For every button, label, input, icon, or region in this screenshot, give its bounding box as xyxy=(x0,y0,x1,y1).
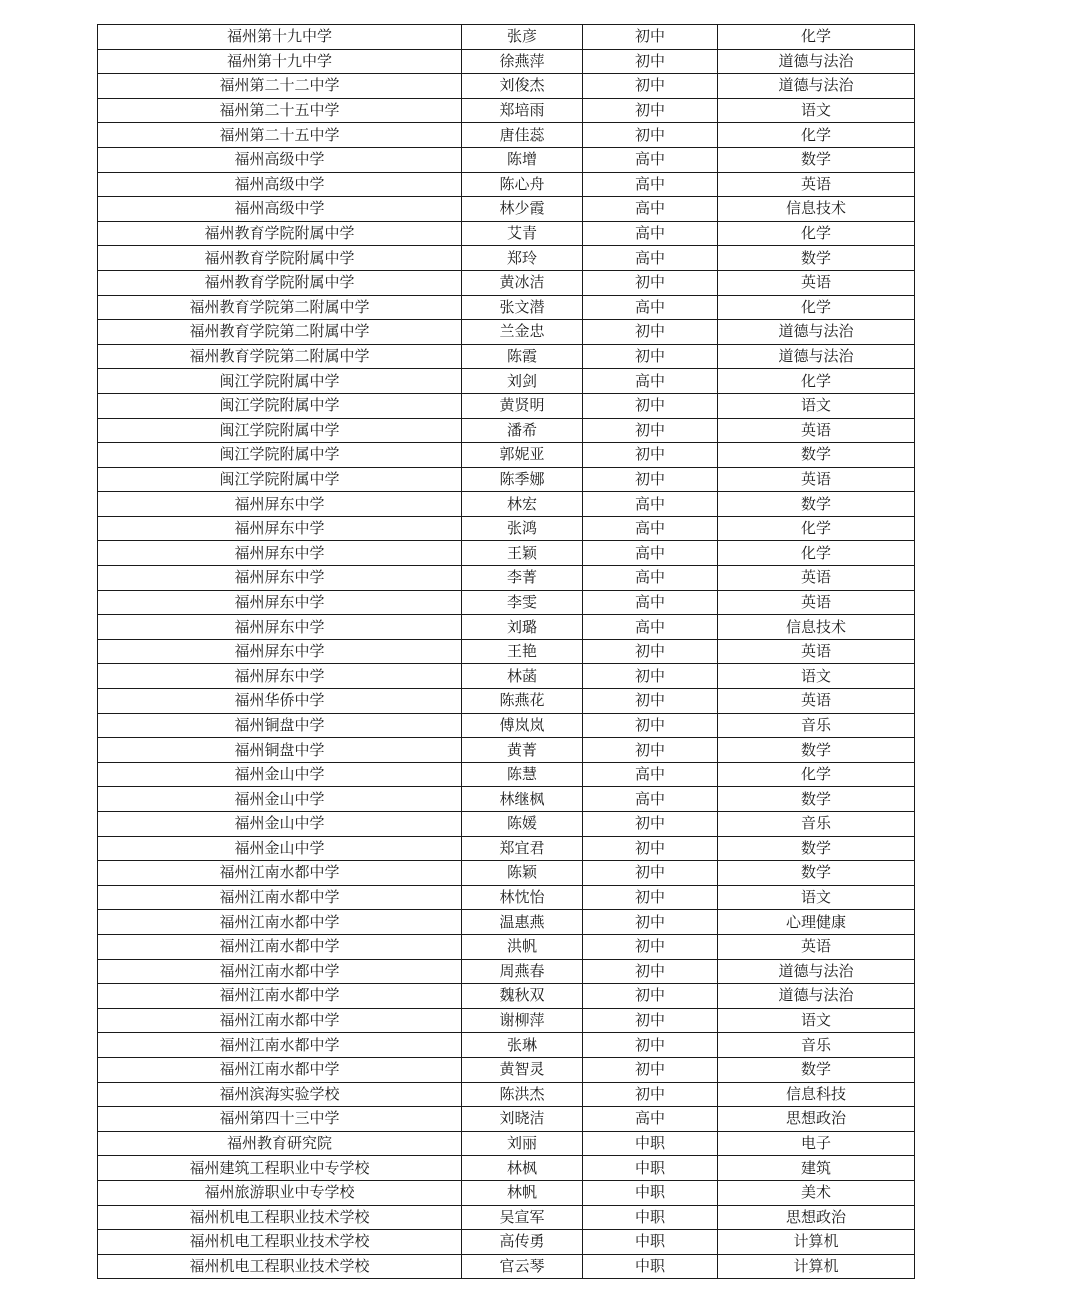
school-cell: 福州金山中学 xyxy=(98,762,462,787)
school-cell: 福州教育学院附属中学 xyxy=(98,246,462,271)
school-level-cell: 初中 xyxy=(583,98,718,123)
subject-cell: 思想政治 xyxy=(718,1107,915,1132)
teacher-list-table xyxy=(97,24,915,1279)
subject-cell: 语文 xyxy=(718,664,915,689)
school-level-cell: 初中 xyxy=(583,713,718,738)
teacher-name-cell: 傅岚岚 xyxy=(462,713,583,738)
school-cell: 闽江学院附属中学 xyxy=(98,393,462,418)
teacher-list-body xyxy=(98,25,915,1279)
teacher-name-cell: 林宏 xyxy=(462,492,583,517)
subject-cell: 语文 xyxy=(718,885,915,910)
school-level-cell: 中职 xyxy=(583,1156,718,1181)
teacher-name-cell: 刘璐 xyxy=(462,615,583,640)
school-cell: 福州教育学院附属中学 xyxy=(98,221,462,246)
school-level-cell: 初中 xyxy=(583,320,718,345)
subject-cell: 英语 xyxy=(718,566,915,591)
school-cell: 福州第二十二中学 xyxy=(98,74,462,99)
subject-cell: 数学 xyxy=(718,443,915,468)
school-cell: 福州高级中学 xyxy=(98,172,462,197)
table-row xyxy=(98,615,915,640)
subject-cell: 语文 xyxy=(718,393,915,418)
subject-cell: 化学 xyxy=(718,516,915,541)
subject-cell: 英语 xyxy=(718,590,915,615)
school-cell: 福州江南水都中学 xyxy=(98,959,462,984)
table-row xyxy=(98,516,915,541)
teacher-name-cell: 洪帆 xyxy=(462,934,583,959)
school-cell: 福州第四十三中学 xyxy=(98,1107,462,1132)
school-level-cell: 高中 xyxy=(583,590,718,615)
school-cell: 福州屏东中学 xyxy=(98,516,462,541)
school-cell: 福州江南水都中学 xyxy=(98,861,462,886)
teacher-name-cell: 林菡 xyxy=(462,664,583,689)
subject-cell: 数学 xyxy=(718,738,915,763)
table-row xyxy=(98,492,915,517)
teacher-name-cell: 刘剑 xyxy=(462,369,583,394)
table-row xyxy=(98,1230,915,1255)
teacher-name-cell: 高传勇 xyxy=(462,1230,583,1255)
school-level-cell: 中职 xyxy=(583,1131,718,1156)
teacher-name-cell: 黄冰洁 xyxy=(462,270,583,295)
teacher-name-cell: 林忱怡 xyxy=(462,885,583,910)
table-row xyxy=(98,344,915,369)
subject-cell: 音乐 xyxy=(718,713,915,738)
subject-cell: 道德与法治 xyxy=(718,49,915,74)
subject-cell: 数学 xyxy=(718,787,915,812)
school-cell: 福州第二十五中学 xyxy=(98,98,462,123)
school-cell: 福州江南水都中学 xyxy=(98,1057,462,1082)
school-level-cell: 高中 xyxy=(583,566,718,591)
table-row xyxy=(98,934,915,959)
subject-cell: 道德与法治 xyxy=(718,959,915,984)
school-cell: 福州江南水都中学 xyxy=(98,1033,462,1058)
teacher-name-cell: 李雯 xyxy=(462,590,583,615)
table-row xyxy=(98,541,915,566)
school-cell: 福州屏东中学 xyxy=(98,615,462,640)
school-cell: 福州金山中学 xyxy=(98,787,462,812)
school-level-cell: 初中 xyxy=(583,1057,718,1082)
school-cell: 福州屏东中学 xyxy=(98,590,462,615)
school-cell: 闽江学院附属中学 xyxy=(98,467,462,492)
table-row xyxy=(98,738,915,763)
teacher-name-cell: 林继枫 xyxy=(462,787,583,812)
table-row xyxy=(98,443,915,468)
subject-cell: 道德与法治 xyxy=(718,320,915,345)
school-level-cell: 初中 xyxy=(583,639,718,664)
teacher-name-cell: 李菁 xyxy=(462,566,583,591)
subject-cell: 英语 xyxy=(718,639,915,664)
school-cell: 福州第二十五中学 xyxy=(98,123,462,148)
table-row xyxy=(98,147,915,172)
teacher-name-cell: 艾青 xyxy=(462,221,583,246)
table-row xyxy=(98,246,915,271)
school-level-cell: 高中 xyxy=(583,787,718,812)
school-cell: 福州金山中学 xyxy=(98,836,462,861)
table-row xyxy=(98,689,915,714)
subject-cell: 数学 xyxy=(718,492,915,517)
school-cell: 福州机电工程职业技术学校 xyxy=(98,1205,462,1230)
school-level-cell: 初中 xyxy=(583,393,718,418)
subject-cell: 电子 xyxy=(718,1131,915,1156)
table-row xyxy=(98,787,915,812)
teacher-name-cell: 徐燕萍 xyxy=(462,49,583,74)
school-level-cell: 初中 xyxy=(583,959,718,984)
table-row xyxy=(98,1008,915,1033)
school-level-cell: 初中 xyxy=(583,467,718,492)
school-level-cell: 高中 xyxy=(583,295,718,320)
teacher-name-cell: 郑玲 xyxy=(462,246,583,271)
subject-cell: 数学 xyxy=(718,246,915,271)
school-cell: 福州屏东中学 xyxy=(98,541,462,566)
school-level-cell: 高中 xyxy=(583,197,718,222)
teacher-name-cell: 陈颖 xyxy=(462,861,583,886)
subject-cell: 建筑 xyxy=(718,1156,915,1181)
table-row xyxy=(98,1205,915,1230)
table-row xyxy=(98,984,915,1009)
school-level-cell: 初中 xyxy=(583,418,718,443)
subject-cell: 计算机 xyxy=(718,1254,915,1279)
table-row xyxy=(98,836,915,861)
teacher-name-cell: 陈心舟 xyxy=(462,172,583,197)
table-row xyxy=(98,270,915,295)
table-row xyxy=(98,98,915,123)
table-row xyxy=(98,197,915,222)
table-row xyxy=(98,664,915,689)
teacher-name-cell: 温惠燕 xyxy=(462,910,583,935)
teacher-name-cell: 吴宣军 xyxy=(462,1205,583,1230)
table-row xyxy=(98,566,915,591)
subject-cell: 英语 xyxy=(718,418,915,443)
teacher-name-cell: 陈媛 xyxy=(462,812,583,837)
school-cell: 福州教育学院第二附属中学 xyxy=(98,295,462,320)
subject-cell: 数学 xyxy=(718,147,915,172)
school-level-cell: 初中 xyxy=(583,812,718,837)
table-row xyxy=(98,762,915,787)
teacher-name-cell: 陈霞 xyxy=(462,344,583,369)
subject-cell: 数学 xyxy=(718,836,915,861)
school-cell: 福州机电工程职业技术学校 xyxy=(98,1230,462,1255)
subject-cell: 英语 xyxy=(718,934,915,959)
subject-cell: 化学 xyxy=(718,762,915,787)
table-row xyxy=(98,885,915,910)
table-row xyxy=(98,418,915,443)
teacher-name-cell: 郭妮亚 xyxy=(462,443,583,468)
school-level-cell: 初中 xyxy=(583,861,718,886)
school-cell: 福州江南水都中学 xyxy=(98,984,462,1009)
subject-cell: 化学 xyxy=(718,221,915,246)
table-row xyxy=(98,861,915,886)
school-level-cell: 初中 xyxy=(583,910,718,935)
school-level-cell: 初中 xyxy=(583,1082,718,1107)
table-row xyxy=(98,1131,915,1156)
table-row xyxy=(98,1107,915,1132)
subject-cell: 语文 xyxy=(718,98,915,123)
school-level-cell: 初中 xyxy=(583,25,718,50)
school-level-cell: 初中 xyxy=(583,344,718,369)
teacher-name-cell: 谢柳萍 xyxy=(462,1008,583,1033)
school-cell: 福州第十九中学 xyxy=(98,49,462,74)
teacher-name-cell: 郑宜君 xyxy=(462,836,583,861)
subject-cell: 音乐 xyxy=(718,812,915,837)
subject-cell: 英语 xyxy=(718,689,915,714)
school-cell: 福州屏东中学 xyxy=(98,566,462,591)
teacher-name-cell: 刘俊杰 xyxy=(462,74,583,99)
teacher-name-cell: 张鸿 xyxy=(462,516,583,541)
school-level-cell: 高中 xyxy=(583,221,718,246)
subject-cell: 语文 xyxy=(718,1008,915,1033)
subject-cell: 道德与法治 xyxy=(718,344,915,369)
table-row xyxy=(98,639,915,664)
school-cell: 福州机电工程职业技术学校 xyxy=(98,1254,462,1279)
school-cell: 福州滨海实验学校 xyxy=(98,1082,462,1107)
table-row xyxy=(98,910,915,935)
school-level-cell: 高中 xyxy=(583,147,718,172)
school-level-cell: 初中 xyxy=(583,664,718,689)
teacher-name-cell: 陈增 xyxy=(462,147,583,172)
table-row xyxy=(98,49,915,74)
teacher-name-cell: 唐佳蕊 xyxy=(462,123,583,148)
subject-cell: 化学 xyxy=(718,295,915,320)
subject-cell: 心理健康 xyxy=(718,910,915,935)
school-cell: 福州江南水都中学 xyxy=(98,1008,462,1033)
teacher-name-cell: 林枫 xyxy=(462,1156,583,1181)
subject-cell: 英语 xyxy=(718,270,915,295)
school-cell: 福州华侨中学 xyxy=(98,689,462,714)
table-row xyxy=(98,1180,915,1205)
school-cell: 福州教育学院第二附属中学 xyxy=(98,320,462,345)
teacher-name-cell: 陈洪杰 xyxy=(462,1082,583,1107)
table-row xyxy=(98,25,915,50)
teacher-name-cell: 陈慧 xyxy=(462,762,583,787)
teacher-name-cell: 魏秋双 xyxy=(462,984,583,1009)
teacher-name-cell: 王艳 xyxy=(462,639,583,664)
school-level-cell: 初中 xyxy=(583,934,718,959)
teacher-name-cell: 张彦 xyxy=(462,25,583,50)
teacher-name-cell: 黄智灵 xyxy=(462,1057,583,1082)
subject-cell: 美术 xyxy=(718,1180,915,1205)
school-level-cell: 中职 xyxy=(583,1180,718,1205)
school-level-cell: 初中 xyxy=(583,689,718,714)
school-level-cell: 高中 xyxy=(583,172,718,197)
table-row xyxy=(98,74,915,99)
subject-cell: 音乐 xyxy=(718,1033,915,1058)
school-cell: 福州铜盘中学 xyxy=(98,713,462,738)
school-cell: 福州高级中学 xyxy=(98,147,462,172)
table-row xyxy=(98,369,915,394)
table-row xyxy=(98,590,915,615)
teacher-name-cell: 潘希 xyxy=(462,418,583,443)
table-row xyxy=(98,1156,915,1181)
teacher-name-cell: 黄菁 xyxy=(462,738,583,763)
school-cell: 福州屏东中学 xyxy=(98,639,462,664)
table-row xyxy=(98,1254,915,1279)
school-level-cell: 初中 xyxy=(583,836,718,861)
school-level-cell: 初中 xyxy=(583,1008,718,1033)
table-row xyxy=(98,467,915,492)
teacher-name-cell: 王颖 xyxy=(462,541,583,566)
subject-cell: 化学 xyxy=(718,123,915,148)
school-level-cell: 中职 xyxy=(583,1230,718,1255)
school-level-cell: 高中 xyxy=(583,762,718,787)
school-level-cell: 初中 xyxy=(583,738,718,763)
school-level-cell: 高中 xyxy=(583,541,718,566)
table-row xyxy=(98,1033,915,1058)
subject-cell: 化学 xyxy=(718,25,915,50)
teacher-name-cell: 官云琴 xyxy=(462,1254,583,1279)
teacher-name-cell: 林帆 xyxy=(462,1180,583,1205)
school-level-cell: 高中 xyxy=(583,615,718,640)
school-cell: 福州铜盘中学 xyxy=(98,738,462,763)
school-cell: 福州建筑工程职业中专学校 xyxy=(98,1156,462,1181)
teacher-name-cell: 刘丽 xyxy=(462,1131,583,1156)
teacher-name-cell: 刘晓洁 xyxy=(462,1107,583,1132)
teacher-name-cell: 郑培雨 xyxy=(462,98,583,123)
school-cell: 福州江南水都中学 xyxy=(98,934,462,959)
subject-cell: 信息技术 xyxy=(718,197,915,222)
table-row xyxy=(98,393,915,418)
school-cell: 福州教育学院附属中学 xyxy=(98,270,462,295)
school-cell: 闽江学院附属中学 xyxy=(98,443,462,468)
school-cell: 福州屏东中学 xyxy=(98,492,462,517)
table-row xyxy=(98,812,915,837)
subject-cell: 数学 xyxy=(718,861,915,886)
school-level-cell: 初中 xyxy=(583,270,718,295)
subject-cell: 英语 xyxy=(718,467,915,492)
table-row xyxy=(98,959,915,984)
teacher-name-cell: 周燕春 xyxy=(462,959,583,984)
teacher-name-cell: 兰金忠 xyxy=(462,320,583,345)
subject-cell: 信息科技 xyxy=(718,1082,915,1107)
school-cell: 福州旅游职业中专学校 xyxy=(98,1180,462,1205)
school-level-cell: 初中 xyxy=(583,1033,718,1058)
teacher-name-cell: 张文潜 xyxy=(462,295,583,320)
school-cell: 闽江学院附属中学 xyxy=(98,418,462,443)
teacher-name-cell: 林少霞 xyxy=(462,197,583,222)
subject-cell: 道德与法治 xyxy=(718,984,915,1009)
table-row xyxy=(98,295,915,320)
school-level-cell: 高中 xyxy=(583,492,718,517)
table-row xyxy=(98,1057,915,1082)
teacher-name-cell: 张琳 xyxy=(462,1033,583,1058)
subject-cell: 化学 xyxy=(718,541,915,566)
teacher-name-cell: 黄贤明 xyxy=(462,393,583,418)
school-level-cell: 初中 xyxy=(583,443,718,468)
school-level-cell: 初中 xyxy=(583,74,718,99)
school-level-cell: 初中 xyxy=(583,984,718,1009)
table-row xyxy=(98,1082,915,1107)
table-row xyxy=(98,221,915,246)
school-cell: 福州教育研究院 xyxy=(98,1131,462,1156)
school-cell: 福州高级中学 xyxy=(98,197,462,222)
teacher-name-cell: 陈燕花 xyxy=(462,689,583,714)
school-cell: 福州江南水都中学 xyxy=(98,885,462,910)
table-row xyxy=(98,172,915,197)
school-level-cell: 中职 xyxy=(583,1254,718,1279)
school-level-cell: 高中 xyxy=(583,516,718,541)
subject-cell: 计算机 xyxy=(718,1230,915,1255)
subject-cell: 道德与法治 xyxy=(718,74,915,99)
subject-cell: 英语 xyxy=(718,172,915,197)
subject-cell: 信息技术 xyxy=(718,615,915,640)
school-cell: 闽江学院附属中学 xyxy=(98,369,462,394)
school-level-cell: 中职 xyxy=(583,1205,718,1230)
school-level-cell: 初中 xyxy=(583,123,718,148)
school-level-cell: 高中 xyxy=(583,369,718,394)
subject-cell: 数学 xyxy=(718,1057,915,1082)
school-level-cell: 初中 xyxy=(583,49,718,74)
school-level-cell: 高中 xyxy=(583,246,718,271)
school-cell: 福州屏东中学 xyxy=(98,664,462,689)
table-row xyxy=(98,713,915,738)
table-row xyxy=(98,320,915,345)
teacher-name-cell: 陈季娜 xyxy=(462,467,583,492)
subject-cell: 思想政治 xyxy=(718,1205,915,1230)
school-cell: 福州金山中学 xyxy=(98,812,462,837)
school-cell: 福州教育学院第二附属中学 xyxy=(98,344,462,369)
school-cell: 福州第十九中学 xyxy=(98,25,462,50)
table-row xyxy=(98,123,915,148)
school-cell: 福州江南水都中学 xyxy=(98,910,462,935)
school-level-cell: 初中 xyxy=(583,885,718,910)
school-level-cell: 高中 xyxy=(583,1107,718,1132)
subject-cell: 化学 xyxy=(718,369,915,394)
